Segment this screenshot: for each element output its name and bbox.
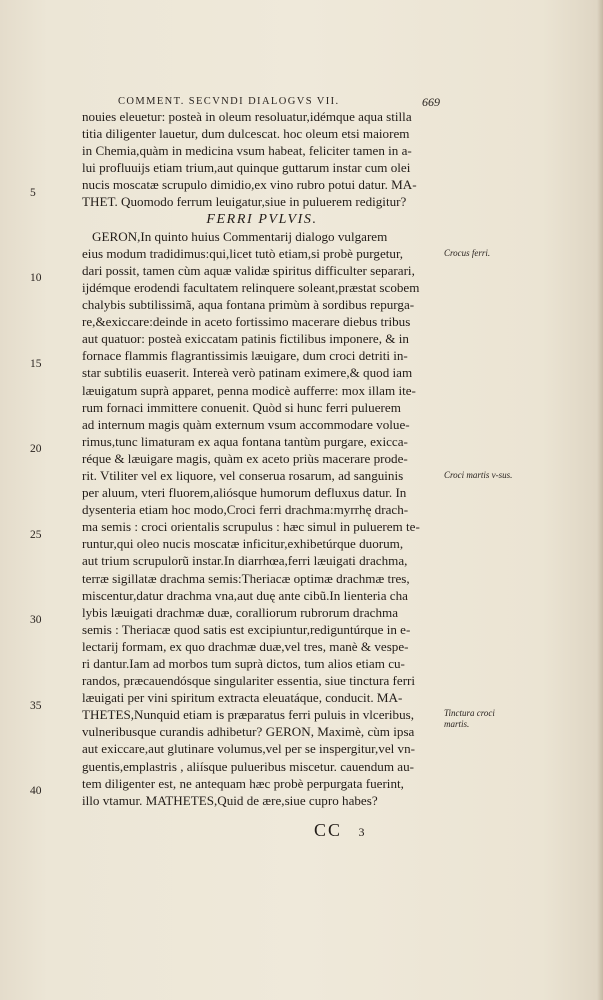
text-line: titia diligenter lauetur, dum dulcescat. hoc oleum etsi maiorem bbox=[82, 126, 410, 142]
text-line: randos, præcauendósque singulariter essentia, siue tinctura ferri bbox=[82, 673, 416, 689]
text-line: star subtilis euaserit. Intereà verò patinam eximere,& quod iam bbox=[82, 365, 413, 381]
text-line: aut exiccare,aut glutinare volumus,vel per se inspergitur,vel vn- bbox=[82, 741, 416, 757]
text-line: semis : Theriacæ quod satis est excipiuntur,rediguntúrque in e- bbox=[82, 621, 411, 637]
text-line: miscentur,datur drachma vna,aut duę ante cibũ.In lienteria cha bbox=[82, 587, 408, 603]
text-line: ijdémque erodendi facultatem relinquere soleant,præstat scobem bbox=[82, 279, 420, 295]
line-number: 40 bbox=[30, 785, 42, 797]
text-line: nucis moscatæ scrupulo dimidio,ex vino rubro potui datur. MA- bbox=[82, 177, 417, 193]
text-line: lectarij formam, ex quo drachmæ duæ,vel tres, manè & vespe- bbox=[82, 638, 409, 654]
line-number: 20 bbox=[30, 443, 42, 455]
margin-note: Croci martis v-sus. bbox=[444, 470, 513, 480]
page-number: 669 bbox=[422, 95, 440, 109]
signature-mark bbox=[314, 820, 367, 841]
text-line: vulneribusque curandis adhibetur? GERON, Maximè, cùm ipsa bbox=[82, 724, 415, 740]
text-line: ma semis : croci orientalis scrupulus : hæc simul in puluerem te- bbox=[82, 519, 420, 535]
text-line: dari possit, tamen cùm aquæ validæ spiritus difficulter separari, bbox=[82, 262, 415, 278]
text-line: runtur,qui oleo nucis moscatæ inficitur,exhibetúrque duorum, bbox=[82, 536, 404, 552]
text-line: per aluum, vteri fluorem,aliósque humorum defluxus datur. In bbox=[82, 485, 407, 501]
main-text-block bbox=[82, 108, 442, 809]
text-line: tem diligenter est, ne antequam hæc probè perpurgata fuerint, bbox=[82, 775, 404, 791]
signature-number: 3 bbox=[358, 825, 367, 839]
text-line: lui profluuijs etiam trium,aut quinque guttarum instar cum olei bbox=[82, 160, 411, 176]
signature-letters: CC bbox=[314, 820, 343, 840]
section-title: FERRI PVLVIS. bbox=[206, 211, 318, 227]
text-line: ri dantur.Iam ad morbos tum suprà dictos, tum alios etiam cu- bbox=[82, 656, 405, 671]
text-line: GERON,In quinto huius Commentarij dialogo vulgarem bbox=[92, 228, 388, 244]
text-line: aut trium scrupulorũ instar.In diarrhœa,ferri læuigati drachma, bbox=[82, 553, 408, 569]
text-line: lybis læuigati drachmæ duæ, coralliorum rubrorum drachma bbox=[82, 604, 399, 620]
margin-note: Crocus ferri. bbox=[444, 248, 491, 258]
text-line: fornace flammis flagrantissimis læuigare, dum croci detriti in- bbox=[82, 348, 408, 364]
text-line: nouies eleuetur: posteà in oleum resoluatur,idémque aqua stilla bbox=[82, 109, 412, 124]
text-line: chalybis subtilissimã, aqua fontana primùm à sordibus repurga- bbox=[82, 297, 415, 313]
text-line: re,&exiccare:deinde in aceto fortissimo macerare diebus tribus bbox=[82, 314, 411, 330]
line-number: 30 bbox=[30, 614, 42, 626]
text-line: rum fornaci immittere conuenit. Quòd si hunc ferri puluerem bbox=[82, 399, 401, 415]
line-number: 35 bbox=[30, 700, 42, 712]
text-line: dysenteria etiam hoc modo,Croci ferri drachma:myrrhę drach- bbox=[82, 502, 409, 518]
text-line: læuigati per vini spiritum extracta eleuatáque, conducit. MA- bbox=[82, 690, 403, 706]
line-number: 5 bbox=[30, 187, 36, 199]
text-line: in Chemia,quàm in medicina vsum habeat, feliciter tamen in a- bbox=[82, 143, 412, 159]
page-edge-shadow bbox=[597, 0, 603, 1000]
text-line: THET. Quomodo ferrum leuigatur,siue in puluerem redigitur? bbox=[82, 194, 407, 210]
line-number: 10 bbox=[30, 272, 42, 284]
text-line: réque & læuigare magis, quàm ex aceto priùs macerare prode- bbox=[82, 450, 408, 466]
text-line: eius modum tradidimus:qui,licet tutò etiam,si probè purgetur, bbox=[82, 245, 404, 261]
text-line: rimus,tunc limaturam ex aqua fontana tantùm purgare, exicca- bbox=[82, 433, 408, 449]
line-number: 15 bbox=[30, 358, 42, 370]
text-line: guentis,emplastris , aliísque pulueribus miscetur. cauendum au- bbox=[82, 758, 414, 774]
line-number: 25 bbox=[30, 529, 42, 541]
text-line: aut quatuor: posteà exiccatam patinis fictilibus imponere, & in bbox=[82, 331, 409, 347]
text-line: læuigatum suprà apparet, penna modicè aufferre: mox illam ite- bbox=[82, 382, 416, 398]
text-line: illo vtamur. MATHETES,Quid de ære,siue cupro habes? bbox=[82, 792, 378, 808]
margin-note: Tinctura croci martis. bbox=[444, 708, 495, 729]
text-line: rit. Vtiliter vel ex liquore, vel conserua rosarum, ad sanguinis bbox=[82, 467, 404, 483]
running-head: COMMENT. SECVNDI DIALOGVS VII. bbox=[118, 96, 340, 107]
text-line: terræ sigillatæ drachma semis:Theriacæ optimæ drachmæ tres, bbox=[82, 570, 410, 586]
text-line: ad internum magis quàm externum vsum accommodare volue- bbox=[82, 416, 410, 432]
text-line: THETES,Nunquid etiam is præparatus ferri puluis in vlceribus, bbox=[82, 707, 415, 723]
